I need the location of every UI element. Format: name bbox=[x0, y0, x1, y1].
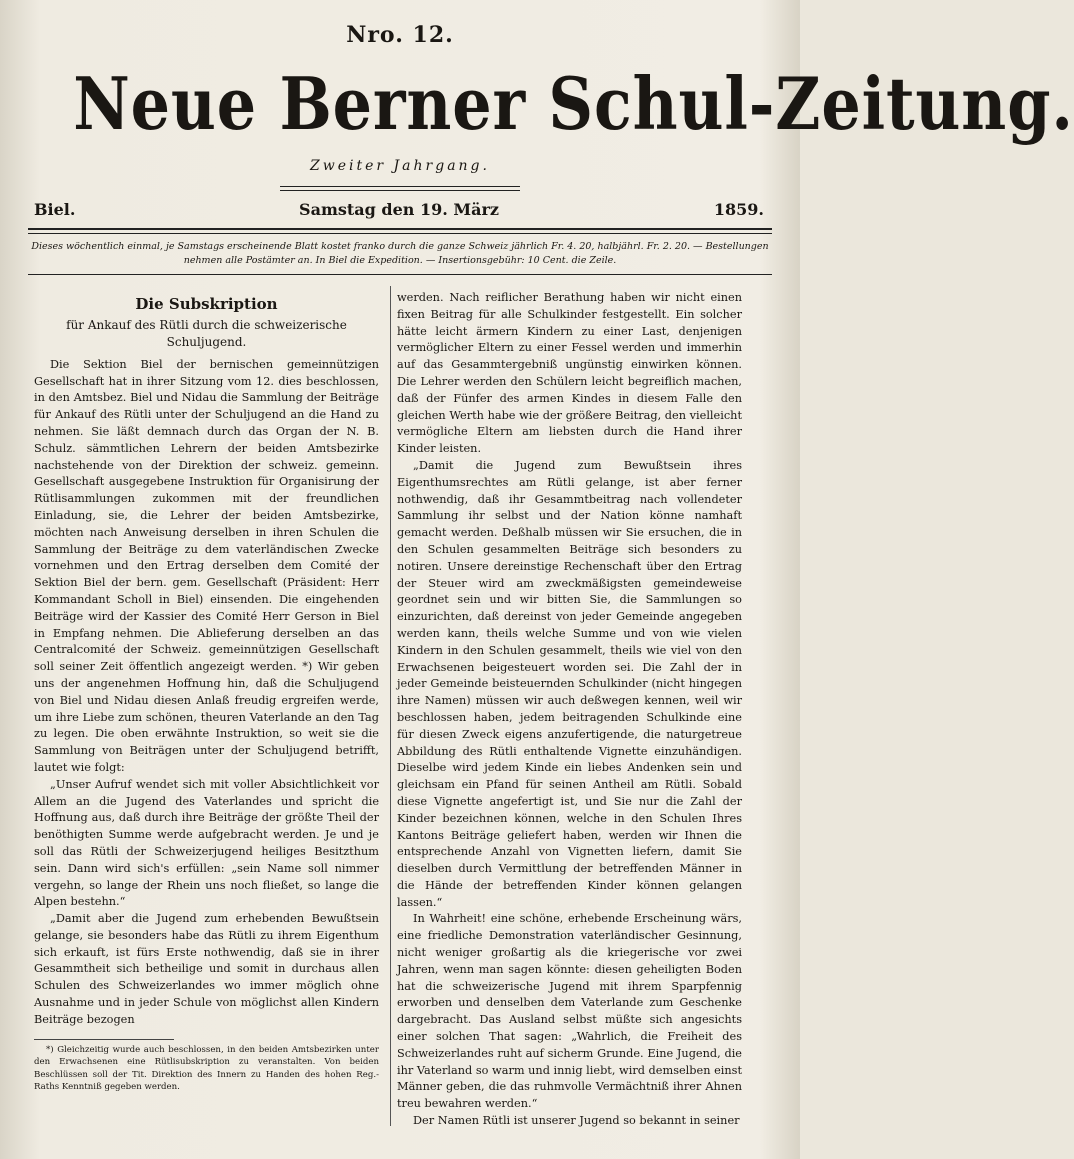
paragraph: Der Namen Rütli ist unserer Jugend so bekannt in seiner bbox=[413, 1114, 740, 1128]
column-divider bbox=[390, 286, 391, 1126]
issue-date: Samstag den 19. März bbox=[299, 200, 499, 219]
paragraph: „Unser Aufruf wendet sich mit voller Absichtlichkeit vor Allem an die Jugend des Vaterlandes und spricht die Hoffnung aus, daß durch ihre Beiträge der größte Theil der benöthigten Summe werde aufgebracht werden. Je und je soll das Rütli der Schweizerjugend heiliges Besitzthum sein. Dann wird sich's erfüllen: „sein Name soll nimmer vergehn, so lange der Rhein uns noch fließet, so lange die Alpen bestehn.“ bbox=[34, 777, 379, 909]
issue-year: 1859. bbox=[713, 200, 764, 219]
dateline bbox=[34, 200, 764, 224]
subtitle-rule-2 bbox=[280, 190, 520, 191]
volume-subtitle: Zweiter Jahrgang. bbox=[310, 158, 490, 174]
place: Biel. bbox=[34, 200, 76, 219]
paragraph: werden. Nach reiflicher Berathung haben wir nicht einen fixen Beitrag für alle Schulkinder festgestellt. Ein solcher hätte leicht ärmern Kindern zu einer Last, denjenigen vermöglicher Eltern zu einer Fessel werden und immerhin auf das Gesammtergebniß ungünstig einwirken können. Die Lehrer werden den Schülern leicht begreiflich machen, daß der Fünfer des armen Kindes in diesem Falle den gleichen Werth habe wie der größere Beitrag, den vielleicht vermögliche Eltern am liebsten durch die Hand ihrer Kinder leisten. bbox=[397, 291, 742, 456]
header-rule bbox=[28, 228, 772, 230]
column-right bbox=[397, 290, 742, 1130]
footnote: *) Gleichzeitig wurde auch beschlossen, in den beiden Amtsbezirken unter den Erwachsenen eine Rütlisubskription zu veranstalten. Von beiden Beschlüssen soll der Tit. Direktion des Innern zu Handen des hohen Reg.-Raths Kenntniß gegeben werden. bbox=[34, 1044, 379, 1093]
paragraph: Die Sektion Biel der bernischen gemeinnützigen Gesellschaft hat in ihrer Sitzung vom 12. dies beschlossen, in den Amtsbez. Biel und Nidau die Sammlung der Beiträge für Ankauf des Rütli unter der Schuljugend an die Hand zu nehmen. Sie läßt demnach durch das Organ der N. B. Schulz. sämmtlichen Lehrern der beiden Amtsbezirke nachstehende von der Direktion der schweiz. gemeinn. Gesellschaft ausgegebene Instruktion für Organisirung der Rütlisammlungen zukommen mit der freundlichen Einladung, sie, die Lehrer der beiden Amtsbezirke, möchten nach Anweisung derselben in ihren Schulen die Sammlung der Beiträge zu dem vaterländischen Zwecke vornehmen und den Ertrag derselben dem Comité der Sektion Biel der bern. gem. Gesellschaft (Präsident: Herr Kommandant Scholl in Biel) einsenden. Die eingehenden Beiträge wird der Kassier des Comité Herr Gerson in Biel in Empfang nehmen. Die Ablieferung derselben an das Centralcomité der Schweiz. gemeinnützigen Gesellschaft soll seiner Zeit öffentlich angezeigt werden. *) Wir geben uns der angenehmen Hoffnung hin, daß die Schuljugend von Biel und Nidau diesen Anlaß freudig ergreifen werde, um ihre Liebe zum schönen, theuren Vaterlande an den Tag zu legen. Die oben erwähnte Instruktion, so weit sie die Sammlung von Beiträgen unter der Schuljugend betrifft, lautet wie folgt: bbox=[34, 357, 379, 774]
column-left bbox=[34, 290, 379, 1094]
paragraph: „Damit aber die Jugend zum erhebenden Bewußtsein gelange, sie besonders habe das Rütli zu ihrem Eigenthum sich erkauft, ist fürs Erste nothwendig, daß sie in ihrer Gesammtheit sich betheilige und somit in durchaus allen Schulen des Schweizerlandes wo immer möglich ohne Ausnahme und in jeder Schule von möglichst allen Kindern Beiträge bezogen bbox=[34, 912, 379, 1026]
subtitle-rule bbox=[280, 186, 520, 187]
article-subtitle: für Ankauf des Rütli durch die schweizerische Schuljugend. bbox=[66, 317, 347, 349]
header-rule-2 bbox=[28, 233, 772, 234]
subscription-notice: Dieses wöchentlich einmal, je Samstags erscheinende Blatt kostet franko durch die ganze Schweiz jährlich Fr. 4. 20, halbjährl. Fr. 2. 20. — Bestellungen nehmen alle Postämter an. In Biel die Expedition. — Insertionsgebühr: 10 Cent. die Zeile. bbox=[31, 241, 769, 266]
issue-number: Nro. 12. bbox=[346, 22, 454, 48]
paragraph: In Wahrheit! eine schöne, erhebende Erscheinung wärs, eine friedliche Demonstration vaterländischer Gesinnung, nicht weniger großartig als die kriegerische vor zwei Jahren, wenn man sagen könnte: diesen geheiligten Boden hat die schweizerische Jugend mit ihrem Sparpfennig erworben und denselben dem Vaterlande zum Geschenke dargebracht. Das Ausland selbst müßte sich angesichts einer solchen That sagen: „Wahrlich, die Freiheit des Schweizerlandes ruht auf sicherm Grunde. Eine Jugend, die ihr Vaterland so warm und innig liebt, wird demselben einst Männer geben, die das ruhmvolle Vermächtniß ihrer Ahnen treu bewahren werden.“ bbox=[397, 912, 742, 1111]
article-title: Die Subskription bbox=[135, 295, 278, 313]
newspaper-title: Neue Berner Schul-Zeitung. bbox=[73, 61, 1074, 146]
paragraph: „Damit die Jugend zum Bewußtsein ihres Eigenthumsrechtes am Rütli gelange, ist aber ferner nothwendig, daß ihr Gesammtbeitrag nach vollendeter Sammlung ihr selbst und der Nation könne namhaft gemacht werden. Deßhalb müssen wir Sie ersuchen, die in den Schulen gesammelten Beiträge sich besonders zu notiren. Unsere dereinstige Rechenschaft über den Ertrag der Steuer wird am zweckmäßigsten gemeindeweise geordnet sein und wir bitten Sie, die Sammlungen so einzurichten, daß dereinst von jeder Gemeinde angegeben werden kann, theils welche Summe und von wie vielen Kindern in den Schulen gesammelt, theils wie viel von den Erwachsenen beigesteuert worden sei. Die Zahl der in jeder Gemeinde beisteuernden Schulkinder (nicht hingegen ihre Namen) müssen wir auch deßwegen kennen, weil wir beschlossen haben, jedem beitragenden Schulkinde eine für diesen Zweck eigens anzufertigende, die naturgetreue Abbildung des Rütli enthaltende Vignette einzuhändigen. Dieselbe wird jedem Kinde ein liebes Andenken sein und gleichsam ein Pfand für seinen Antheil am Rütli. Sobald diese Vignette angefertigt ist, und Sie nur die Zahl der Kinder bezeichnen können, welche in den Schulen Ihres Kantons Beiträge geliefert haben, werden wir Ihnen die entsprechende Anzahl von Vignetten liefern, damit Sie dieselben durch Vermittlung der betreffenden Männer in die Hände der betreffenden Kinder können gelangen lassen.“ bbox=[397, 458, 742, 909]
footnote-rule bbox=[34, 1039, 174, 1040]
notice-rule bbox=[28, 274, 772, 275]
